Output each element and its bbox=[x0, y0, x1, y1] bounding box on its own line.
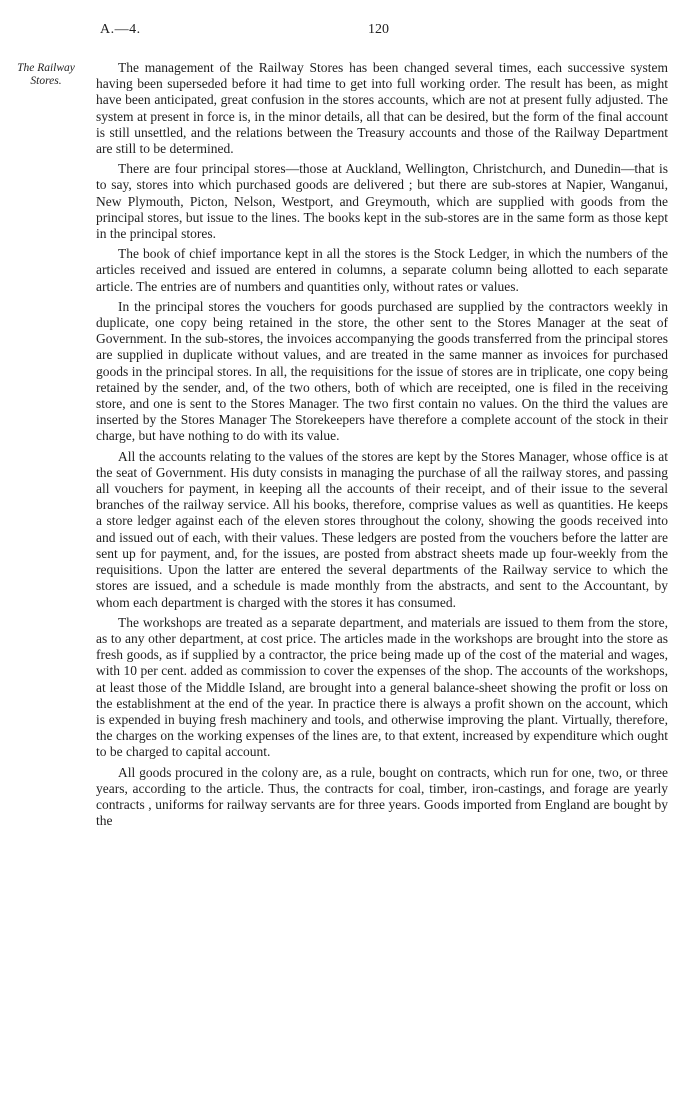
paragraph: All the accounts relating to the values of the stores are kept by the Stores Manager, whose office is at the seat of Government. His duty consists in managing the purchase of all the railway stores, and passing all vouchers for payment, in keeping all the accounts of their receipt, and of their issue to the several branches of the railway service. All his books, therefore, comprise values as well as quantities. He keeps a store ledger against each of the eleven stores throughout the colony, showing the goods received into and issued out of each, with their values. These ledgers are posted from the vouchers before the latter are sent up for payment, and, for the issues, are posted from abstract sheets made up four-weekly from the requisitions. Upon the latter are entered the several departments of the Railway service to which the stores are issued, and a schedule is made monthly from the abstracts, and sent to the Accountant, by whom each department is charged with the stores it has consumed. bbox=[96, 448, 668, 610]
margin-note-line-1: The Railway bbox=[17, 62, 75, 74]
page-header bbox=[92, 22, 672, 42]
paragraph: In the principal stores the vouchers for goods purchased are supplied by the contractors weekly in duplicate, one copy being retained in the store, the other sent to the Stores Manager at the seat of Government. In the sub-stores, the invoices accompanying the goods transferred from the principal stores are supplied in duplicate without values, and are treated in the same manner as invoices for purchased goods in the principal stores. In all, the requisitions for the issue of stores are in triplicate, one copy being retained by the sender, and, of the two others, both of which are receipted, one is filed in the receiving store, and one is sent to the Stores Manager. The two first contain no values. On the third the values are inserted by the Stores Manager The Storekeepers have therefore a complete account of the stock in their charge, but have nothing to do with its value. bbox=[96, 298, 668, 444]
paragraph: There are four principal stores—those at Auckland, Wellington, Christchurch, and Dunedin—that is to say, stores into which purchased goods are delivered ; but there are sub-stores at Napier, Wanganui, New Plymouth, Picton, Nelson, Westport, and Greymouth, which are supplied with goods from the principal stores, but issue to the lines. The books kept in the sub-stores are in the same form as those kept in the principal stores. bbox=[96, 161, 668, 242]
margin-note bbox=[4, 62, 88, 88]
paragraph: The management of the Railway Stores has been changed several times, each successive system having been superseded before it had time to get into full working order. The result has been, as might have been anticipated, great confusion in the stores accounts, which are not at present fully adjusted. The system at present in force is, in the minor details, all that can be desired, but the form of the final account is still unsettled, and the relations between the Treasury accounts and those of the Railway Department are still to be determined. bbox=[96, 60, 668, 157]
document-reference: A.—4. bbox=[100, 22, 141, 37]
paragraph: The book of chief importance kept in all the stores is the Stock Ledger, in which the numbers of the articles received and issued are entered in columns, a separate column being allotted to each separate article. The entries are of numbers and quantities only, without rates or values. bbox=[96, 246, 668, 294]
paragraph: All goods procured in the colony are, as a rule, bought on contracts, which run for one, two, or three years, according to the article. Thus, the contracts for coal, timber, iron-castings, and forage are yearly contracts , uniforms for railway servants are for three years. Goods imported from England are bought by the bbox=[96, 764, 668, 829]
page-number: 120 bbox=[368, 22, 389, 37]
margin-note-line-2: Stores. bbox=[30, 75, 62, 87]
paragraph: The workshops are treated as a separate department, and materials are issued to them from the store, as to any other department, at cost price. The articles made in the workshops are brought into the store as fresh goods, as if supplied by a contractor, the price being made up of the cost of the material and wages, with 10 per cent. added as commission to cover the expenses of the shop. The accounts of the workshops, at least those of the Middle Island, are brought into a general balance-sheet showing the profit or loss on the establishment at the end of the year. In practice there is always a profit shown on the account, which is expended in buying fresh machinery and tools, and otherwise improving the plant. Virtually, therefore, the charges on the working expenses of the lines are, to that extent, increased by expenditure which ought to be charged to capital account. bbox=[96, 614, 668, 760]
body-text bbox=[96, 60, 668, 833]
